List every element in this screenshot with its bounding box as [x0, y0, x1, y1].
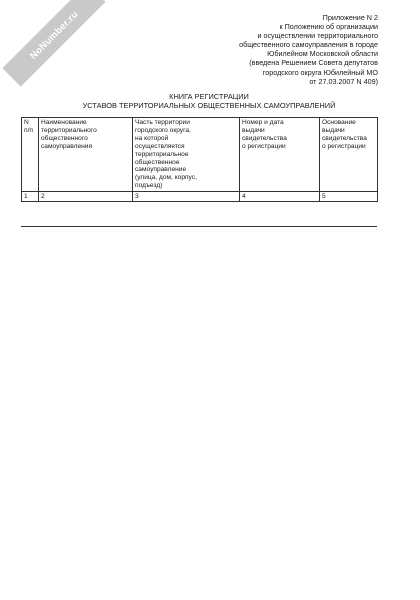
title-line-1: КНИГА РЕГИСТРАЦИИ	[169, 92, 249, 101]
appendix-line: общественного самоуправления в городе	[239, 40, 378, 50]
table-number-row	[22, 192, 378, 202]
table-header-row	[22, 118, 378, 192]
header-text: выдачи	[242, 126, 265, 134]
appendix-line: от 27.03.2007 N 409)	[309, 76, 378, 86]
header-cell-territory	[133, 118, 240, 192]
watermark	[2, 0, 105, 87]
header-text: о регистрации	[322, 142, 366, 150]
header-text: Часть территории	[135, 119, 190, 126]
divider-rule	[21, 226, 377, 227]
header-text: п/п	[24, 126, 33, 134]
header-text: Номер и дата	[242, 119, 284, 126]
header-text: на которой	[135, 134, 169, 142]
header-text: о регистрации	[242, 142, 286, 150]
appendix-line: Юбилейном Московской области	[267, 49, 378, 59]
header-text: общественного	[41, 134, 88, 142]
watermark-text: NoNumber.ru	[27, 8, 81, 62]
column-number-cell: 4	[240, 192, 320, 202]
header-text: городского округа,	[135, 126, 191, 134]
header-text: свидетельства	[242, 134, 287, 142]
header-text: самоуправление	[135, 166, 187, 174]
appendix-line: и осуществлении территориального	[257, 31, 378, 41]
header-text: Основание	[322, 119, 356, 126]
column-number-cell: 1	[22, 192, 39, 202]
appendix-header	[178, 13, 378, 86]
title-line-2: УСТАВОВ ТЕРРИТОРИАЛЬНЫХ ОБЩЕСТВЕННЫХ САМОУПРАВЛЕНИЙ	[82, 101, 336, 111]
registration-table	[21, 117, 378, 202]
header-text: территориальное	[135, 150, 189, 158]
header-text: выдачи	[322, 126, 345, 134]
header-cell-certificate-number	[240, 118, 320, 192]
column-number-cell: 2	[39, 192, 133, 202]
header-text: N	[24, 119, 29, 126]
appendix-line: городского округа Юбилейный МО	[262, 67, 378, 77]
header-text: самоуправления	[41, 142, 93, 150]
header-text: Наименование	[41, 119, 87, 126]
header-cell-number	[22, 118, 39, 192]
header-cell-name	[39, 118, 133, 192]
header-text: подъезд)	[135, 182, 163, 190]
header-cell-certificate-basis	[320, 118, 378, 192]
appendix-line: Приложение N 2	[322, 13, 378, 22]
header-text: свидетельства	[322, 134, 367, 142]
appendix-line: к Положению об организации	[279, 22, 378, 32]
document-title	[20, 92, 398, 110]
appendix-line: (введена Решением Совета депутатов	[249, 58, 378, 68]
header-text: осуществляется	[135, 142, 185, 150]
column-number-cell: 3	[133, 192, 240, 202]
header-text: территориального	[41, 126, 97, 134]
header-text: общественное	[135, 158, 180, 166]
header-text: (улица, дом, корпус,	[135, 174, 197, 182]
column-number-cell: 5	[320, 192, 378, 202]
